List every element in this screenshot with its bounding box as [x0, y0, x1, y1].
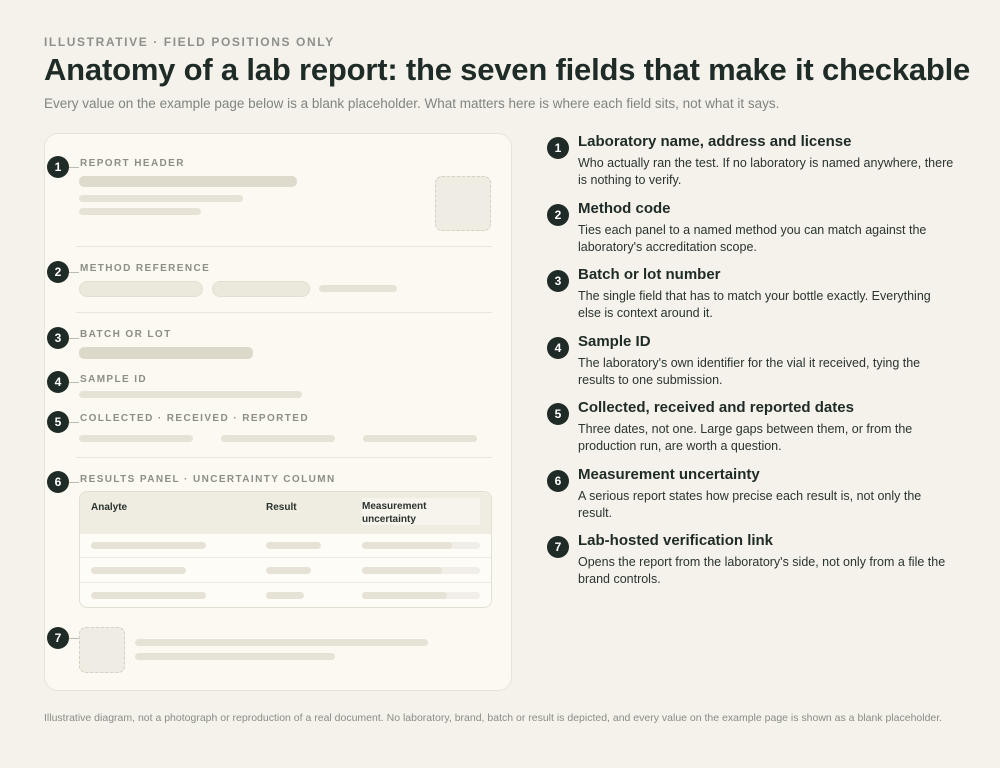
legend-marker-4: 4 [547, 337, 569, 359]
row-divider [80, 582, 491, 583]
legend-marker-3: 3 [547, 270, 569, 292]
placeholder-method-code [79, 281, 203, 297]
placeholder-analyte [91, 567, 186, 574]
legend-marker-6: 6 [547, 470, 569, 492]
placeholder-uncertainty [362, 542, 452, 549]
footnote: Illustrative diagram, not a photograph or reproduction of a real document. No laboratory, brand, batch or result is depicted, and every value on the example page is shown as a blank placeholder. [44, 712, 943, 724]
eyebrow-label: ILLUSTRATIVE · FIELD POSITIONS ONLY [44, 35, 335, 49]
field-label-batch-or-lot: BATCH OR LOT [80, 329, 172, 340]
legend-marker-1: 1 [547, 137, 569, 159]
connector-line [69, 382, 79, 383]
column-header-analyte: Analyte [91, 502, 128, 513]
field-label-results-panel: RESULTS PANEL · UNCERTAINTY COLUMN [80, 474, 336, 485]
legend-title: Method code [578, 200, 671, 217]
connector-line [69, 272, 79, 273]
placeholder-lab-logo [435, 176, 491, 231]
column-header-result: Result [266, 502, 297, 513]
legend-title: Lab-hosted verification link [578, 532, 774, 549]
marker-5: 5 [47, 411, 69, 433]
connector-line [69, 167, 79, 168]
field-label-report-header: REPORT HEADER [80, 158, 185, 169]
marker-7: 7 [47, 627, 69, 649]
placeholder-verification-note [135, 653, 335, 660]
placeholder-collected-date [79, 435, 193, 442]
example-report-page [44, 133, 512, 691]
legend-title: Laboratory name, address and license [578, 133, 852, 150]
legend-marker-5: 5 [547, 403, 569, 425]
marker-1: 1 [47, 156, 69, 178]
placeholder-analyte [91, 592, 206, 599]
section-divider [76, 312, 492, 313]
column-header-uncertainty: Measurement uncertainty [362, 498, 480, 525]
page-subtitle: Every value on the example page below is a blank placeholder. What matters here is where each field sits, not what it says. [44, 96, 780, 111]
legend-description: A serious report states how precise each result is, not only the result. [578, 489, 922, 520]
results-table [79, 491, 492, 608]
placeholder-method-code [212, 281, 310, 297]
section-divider [76, 457, 492, 458]
placeholder-result [266, 592, 304, 599]
field-label-dates: COLLECTED · RECEIVED · REPORTED [80, 413, 309, 424]
legend-marker-2: 2 [547, 204, 569, 226]
legend-title: Batch or lot number [578, 266, 721, 283]
marker-4: 4 [47, 371, 69, 393]
field-label-sample-id: SAMPLE ID [80, 374, 148, 385]
connector-line [69, 338, 79, 339]
placeholder-result [266, 567, 311, 574]
placeholder-analyte [91, 542, 206, 549]
legend-title: Collected, received and reported dates [578, 399, 854, 416]
connector-line [69, 422, 79, 423]
placeholder-reported-date [363, 435, 477, 442]
legend-marker-7: 7 [547, 536, 569, 558]
results-table-header [80, 492, 491, 534]
page-title: Anatomy of a lab report: the seven fields that make it checkable [44, 52, 971, 87]
placeholder-method-note [319, 285, 397, 292]
legend-description: The laboratory's own identifier for the vial it received, tying the results to one submission. [578, 356, 921, 387]
legend-description: Opens the report from the laboratory's side, not only from a file the brand controls. [578, 555, 946, 586]
placeholder-batch-number [79, 347, 253, 359]
field-label-method-reference: METHOD REFERENCE [80, 263, 211, 274]
marker-3: 3 [47, 327, 69, 349]
placeholder-uncertainty [362, 592, 447, 599]
placeholder-lab-address [79, 195, 243, 202]
legend-title: Sample ID [578, 333, 651, 350]
section-divider [76, 246, 492, 247]
placeholder-lab-name [79, 176, 297, 187]
placeholder-qr-code [79, 627, 125, 673]
legend-description: Three dates, not one. Large gaps between them, or from the production run, are worth a question. [578, 422, 913, 453]
placeholder-verification-url [135, 639, 428, 646]
placeholder-lab-license [79, 208, 201, 215]
marker-6: 6 [47, 471, 69, 493]
legend-description: The single field that has to match your bottle exactly. Everything else is context around it. [578, 289, 931, 320]
placeholder-result [266, 542, 321, 549]
connector-line [69, 638, 79, 639]
row-divider [80, 557, 491, 558]
connector-line [69, 482, 79, 483]
legend-title: Measurement uncertainty [578, 466, 760, 483]
placeholder-received-date [221, 435, 335, 442]
legend-description: Ties each panel to a named method you can match against the laboratory's accreditation scope. [578, 223, 927, 254]
marker-2: 2 [47, 261, 69, 283]
placeholder-sample-id [79, 391, 302, 398]
placeholder-uncertainty [362, 567, 442, 574]
legend-description: Who actually ran the test. If no laboratory is named anywhere, there is nothing to verify. [578, 156, 954, 187]
